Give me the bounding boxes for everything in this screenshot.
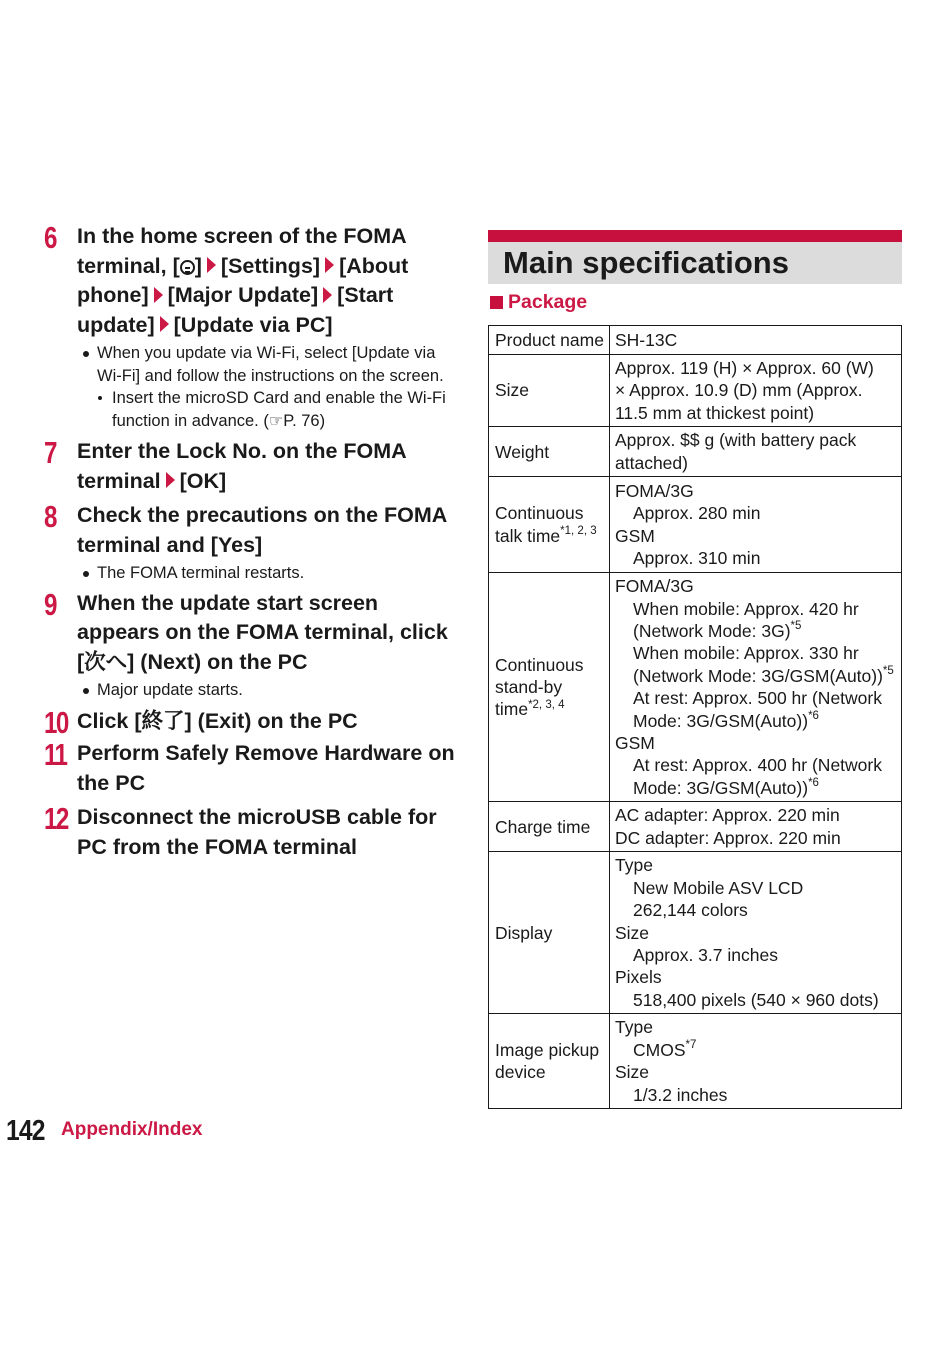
sub-note: Insert the microSD Card and enable the Wi-Fi function in advance. (☞P. 76) — [77, 387, 456, 433]
section-label: Appendix/Index — [61, 1119, 203, 1140]
arrow-icon — [323, 287, 332, 303]
specifications-table — [488, 325, 902, 1109]
table-row — [489, 573, 902, 802]
row-label: Image pickup device — [489, 1014, 610, 1109]
step-7 — [44, 437, 456, 496]
bullet-icon — [83, 571, 89, 577]
page-number: 142 — [6, 1115, 45, 1147]
step-number: 11 — [44, 737, 67, 772]
row-label: Weight — [489, 427, 610, 477]
step-title: Check the precautions on the FOMA terminal and [Yes] — [77, 503, 447, 557]
step-title: Enter the Lock No. on the FOMA terminal [OK] — [77, 439, 406, 493]
step-12 — [44, 803, 456, 862]
step-number: 8 — [44, 499, 56, 534]
row-value: Approx. 119 (H) × Approx. 60 (W) × Approx. 10.9 (D) mm (Approx. 11.5 mm at thickest point) — [610, 355, 902, 427]
step-title: Perform Safely Remove Hardware on the PC — [77, 741, 455, 795]
step-6 — [44, 222, 456, 433]
heading-bar — [488, 230, 902, 284]
row-value: FOMA/3G When mobile: Approx. 420 hr (Network Mode: 3G)$^{*5}$ When mobile: Approx. 330 hr (Network Mode: 3G/GSM(Auto))$^{*5}$ At rest: Approx. 500 hr (Network Mode: 3G/GSM(Auto))$^{*6}$ GSM At rest: Approx. 400 hr (Network Mode: 3G/GSM(Auto))$^{*6}$ — [610, 573, 902, 802]
step-10 — [44, 704, 456, 740]
step-title: Click [終了] (Exit) on the PC — [77, 708, 358, 733]
step-title: Disconnect the microUSB cable for PC from the FOMA terminal — [77, 805, 437, 859]
bullet-icon — [83, 351, 89, 357]
table-row — [489, 1014, 902, 1109]
instructions-column — [44, 222, 456, 862]
row-label: Continuous stand-by time$^{*2, 3, 4}$ — [489, 573, 610, 802]
bullet-icon — [83, 688, 89, 694]
row-value: Type New Mobile ASV LCD 262,144 colors Size Approx. 3.7 inches Pixels 518,400 pixels (540 × 960 dots) — [610, 852, 902, 1014]
table-row — [489, 802, 902, 852]
step-title: In the home screen of the FOMA terminal, [ ] [Settings] [About phone] [Major Update] [Start update] [Update via PC] — [77, 224, 409, 337]
arrow-icon — [160, 316, 169, 332]
step-title: When the update start screen appears on the FOMA terminal, click [次へ] (Next) on the PC — [77, 590, 448, 674]
menu-key-icon — [180, 260, 195, 275]
arrow-icon — [166, 472, 175, 488]
row-label: Continuous talk time$^{*1, 2, 3}$ — [489, 477, 610, 573]
step-9 — [44, 586, 456, 702]
step-number: 6 — [44, 220, 56, 255]
row-label: Product name — [489, 326, 610, 355]
step-notes — [77, 342, 456, 433]
table-row — [489, 355, 902, 427]
arrow-icon — [325, 257, 334, 273]
table-row — [489, 326, 902, 355]
row-value: FOMA/3G Approx. 280 min GSM Approx. 310 min — [610, 477, 902, 573]
row-label: Display — [489, 852, 610, 1014]
reference-icon: ☞ — [268, 412, 284, 430]
arrow-icon — [154, 287, 163, 303]
square-bullet-icon — [490, 296, 503, 309]
step-number: 12 — [44, 801, 68, 836]
row-value: SH-13C — [610, 326, 902, 355]
specifications-column — [488, 230, 902, 1105]
bullet-icon — [98, 396, 102, 400]
step-notes — [77, 562, 456, 585]
step-number: 10 — [44, 704, 68, 740]
step-8 — [44, 501, 456, 585]
table-row — [489, 477, 902, 573]
subheading: Package — [490, 290, 902, 314]
note: Major update starts. — [77, 679, 456, 702]
arrow-icon — [207, 257, 216, 273]
row-label: Size — [489, 355, 610, 427]
table-row — [489, 427, 902, 477]
page-heading: Main specifications — [503, 245, 789, 280]
row-value: AC adapter: Approx. 220 min DC adapter: Approx. 220 min — [610, 802, 902, 852]
note: The FOMA terminal restarts. — [77, 562, 456, 585]
step-11 — [44, 739, 456, 798]
row-value: Type CMOS$^{*7}$ Size 1/3.2 inches — [610, 1014, 902, 1109]
note: When you update via Wi-Fi, select [Update via Wi-Fi] and follow the instructions on the screen. — [77, 342, 456, 387]
step-number: 7 — [44, 435, 56, 470]
step-number: 9 — [44, 586, 56, 622]
row-label: Charge time — [489, 802, 610, 852]
row-value: Approx. $$ g (with battery pack attached) — [610, 427, 902, 477]
table-row — [489, 852, 902, 1014]
step-notes — [77, 679, 456, 702]
